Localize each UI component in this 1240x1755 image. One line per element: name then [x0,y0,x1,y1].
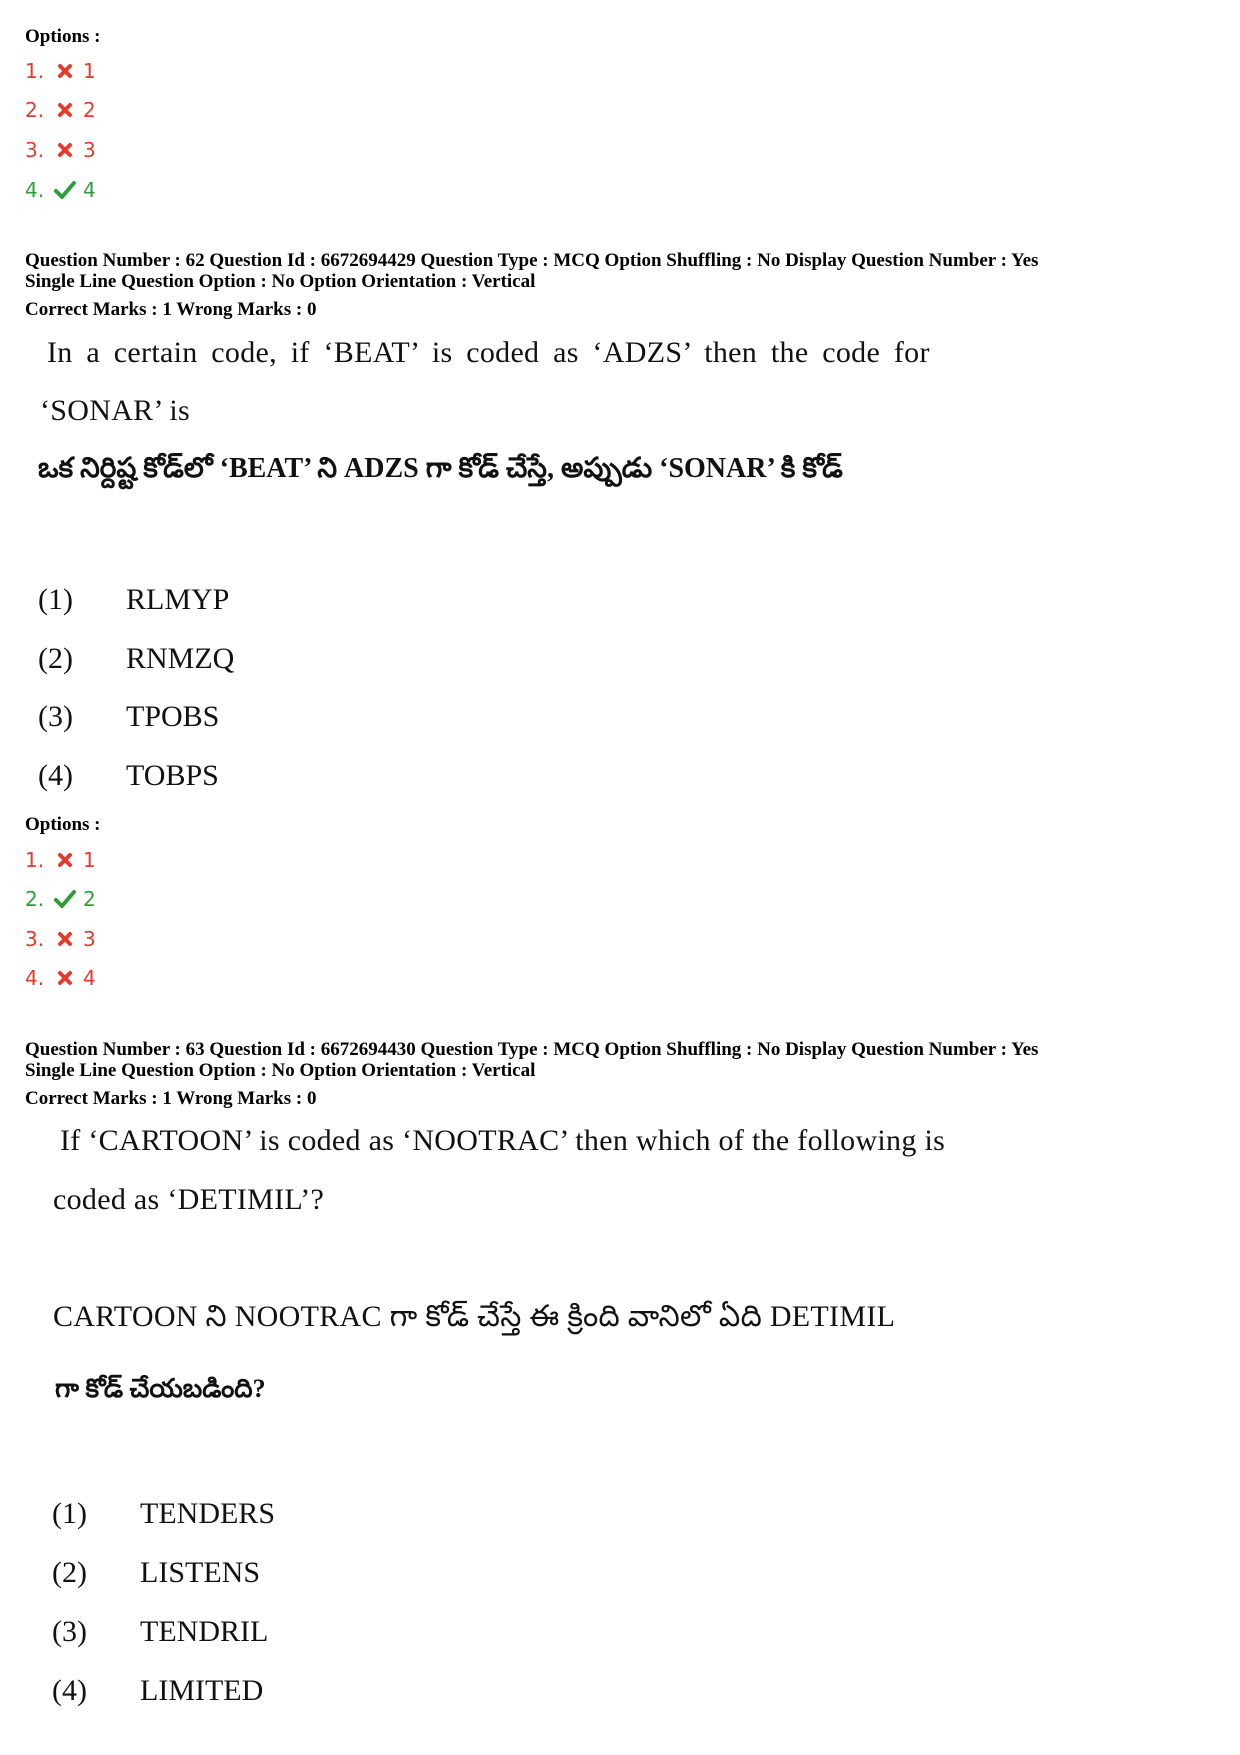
question-meta: Question Number : 63 Question Id : 6672694430 Question Type : MCQ Option Shuffling : No Display Question Number : Yes [25,1039,1039,1060]
answer-choice: (4) TOBPS [38,759,219,792]
answer-choice: (2) LISTENS [52,1556,260,1589]
check-icon [51,181,79,199]
option-value: 1 [83,59,96,83]
question-meta: Question Number : 62 Question Id : 6672694429 Question Type : MCQ Option Shuffling : No Display Question Number : Yes [25,250,1039,271]
cross-icon [51,931,79,947]
question-text: ‘SONAR’ is [40,394,190,427]
option-value: 1 [83,848,96,872]
answer-choice: (4) LIMITED [52,1674,264,1707]
option-value: 3 [83,138,96,162]
cross-icon [51,970,79,986]
question-text-telugu: CARTOON ని NOOTRAC గా కోడ్ చేస్తే ఈ క్రింది వానిలో ఏది DETIMIL [53,1300,896,1333]
question-text-telugu: గా కోడ్ చేయబడింది? [55,1374,266,1403]
option-number: 2. [25,98,45,122]
question-text-telugu: ఒక నిర్దిష్ట కోడ్‌లో ‘BEAT’ ని ADZS గా కోడ్ చేస్తే, అప్పుడు ‘SONAR’ కి కోడ్ [38,453,843,484]
option-row [25,845,96,875]
question-marks: Correct Marks : 1 Wrong Marks : 0 [25,299,317,320]
option-number: 1. [25,59,45,83]
answer-choice: (3) TPOBS [38,700,220,733]
answer-choice: (2) RNMZQ [38,642,235,675]
question-text: In a certain code, if ‘BEAT’ is coded as ‘ADZS’ then the code for [47,336,930,369]
question-text: If ‘CARTOON’ is coded as ‘NOOTRAC’ then which of the following is [60,1124,946,1157]
cross-icon [51,102,79,118]
option-number: 4. [25,178,45,202]
cross-icon [51,852,79,868]
question-text: coded as ‘DETIMIL’? [53,1183,325,1216]
option-row [25,884,96,914]
option-row [25,135,96,165]
option-row [25,95,96,125]
option-number: 3. [25,138,45,162]
option-value: 2 [83,98,96,122]
option-value: 4 [83,178,96,202]
answer-choice: (1) RLMYP [38,583,230,616]
options-label: Options : [25,814,101,835]
options-label: Options : [25,26,101,47]
option-number: 2. [25,887,45,911]
option-value: 3 [83,927,96,951]
option-value: 2 [83,887,96,911]
question-meta: Single Line Question Option : No Option Orientation : Vertical [25,271,536,292]
option-row [25,924,96,954]
option-number: 1. [25,848,45,872]
option-row [25,175,96,205]
option-number: 4. [25,966,45,990]
option-value: 4 [83,966,96,990]
option-row [25,56,96,86]
question-meta: Single Line Question Option : No Option Orientation : Vertical [25,1060,536,1081]
cross-icon [51,63,79,79]
answer-choice: (3) TENDRIL [52,1615,269,1648]
answer-choice: (1) TENDERS [52,1497,275,1530]
cross-icon [51,142,79,158]
check-icon [51,890,79,908]
option-number: 3. [25,927,45,951]
option-row [25,963,96,993]
question-marks: Correct Marks : 1 Wrong Marks : 0 [25,1088,317,1109]
